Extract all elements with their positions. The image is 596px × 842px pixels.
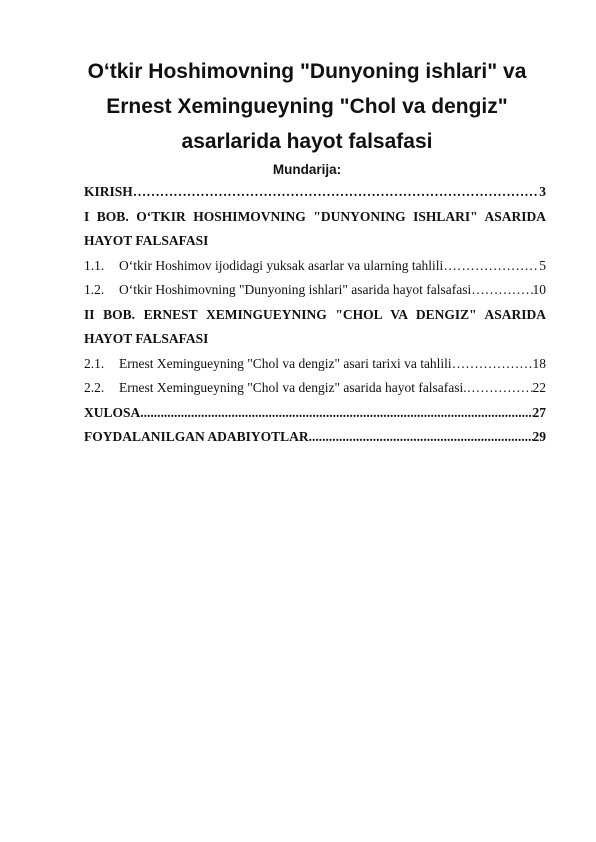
toc-heading: Mundarija:	[272, 162, 342, 177]
toc-page-number: 3	[539, 184, 546, 199]
document-title: O‘tkir Hoshimovning "Dunyoning ishlari" va Ernest Xemingueyning "Chol va dengiz" asarlarida hayot falsafasi	[87, 60, 527, 153]
toc-page-number: 27	[532, 404, 546, 420]
toc-entry-label: XULOSA	[84, 404, 141, 420]
toc-entry-label: Ernest Xemingueyning "Chol va dengiz" asari tarixi va tahlili	[119, 355, 452, 371]
toc-dot-leader	[471, 278, 532, 303]
toc-dot-leader	[452, 352, 533, 377]
toc-chapter-title-cont: HAYOT FALSAFASI	[84, 233, 209, 248]
toc-entry-label: FOYDALANILGAN ADABIYOTLAR	[84, 429, 309, 444]
toc-dot-leader	[443, 254, 539, 279]
toc-page-number: 18	[532, 355, 546, 371]
toc-entry-2-2[interactable]	[84, 376, 546, 401]
toc-chapter-title: II BOB. ERNEST XEMINGUEYNING "CHOL VA DENGIZ" ASARIDA	[84, 306, 546, 322]
table-of-contents	[84, 180, 546, 450]
toc-entry-intro[interactable]	[84, 180, 546, 205]
toc-entry-references[interactable]	[84, 425, 546, 450]
toc-dot-leader	[467, 376, 533, 401]
toc-section-number: 2.2.	[84, 380, 105, 395]
toc-section-number: 2.1.	[84, 355, 105, 371]
toc-dot-leader	[309, 425, 533, 450]
toc-chapter-2[interactable]	[84, 303, 546, 352]
toc-chapter-1[interactable]	[84, 205, 546, 254]
toc-entry-label: Ernest Xemingueyning "Chol va dengiz" asarida hayot falsafasi.	[119, 380, 467, 395]
toc-chapter-title-cont: HAYOT FALSAFASI	[84, 331, 209, 346]
toc-section-number: 1.1.	[84, 257, 105, 273]
toc-chapter-title: I BOB. O‘TKIR HOSHIMOVNING "DUNYONING ISHLARI" ASARIDA	[84, 208, 546, 224]
toc-section-number: 1.2.	[84, 282, 105, 297]
toc-entry-label: KIRISH	[84, 184, 133, 199]
toc-page-number: 5	[539, 257, 546, 273]
toc-entry-2-1[interactable]	[84, 352, 546, 377]
toc-page-number: 10	[532, 282, 546, 297]
toc-entry-label: O‘tkir Hoshimov ijodidagi yuksak asarlar va ularning tahlili	[119, 257, 444, 273]
toc-dot-leader	[140, 401, 532, 426]
toc-entry-label: O‘tkir Hoshimovning "Dunyoning ishlari" asarida hayot falsafasi	[119, 282, 472, 297]
toc-entry-1-2[interactable]	[84, 278, 546, 303]
toc-dot-leader	[133, 180, 539, 205]
toc-page-number: 22	[532, 380, 546, 395]
toc-entry-conclusion[interactable]	[84, 401, 546, 426]
toc-entry-1-1[interactable]	[84, 254, 546, 279]
toc-page-number: 29	[532, 429, 546, 444]
